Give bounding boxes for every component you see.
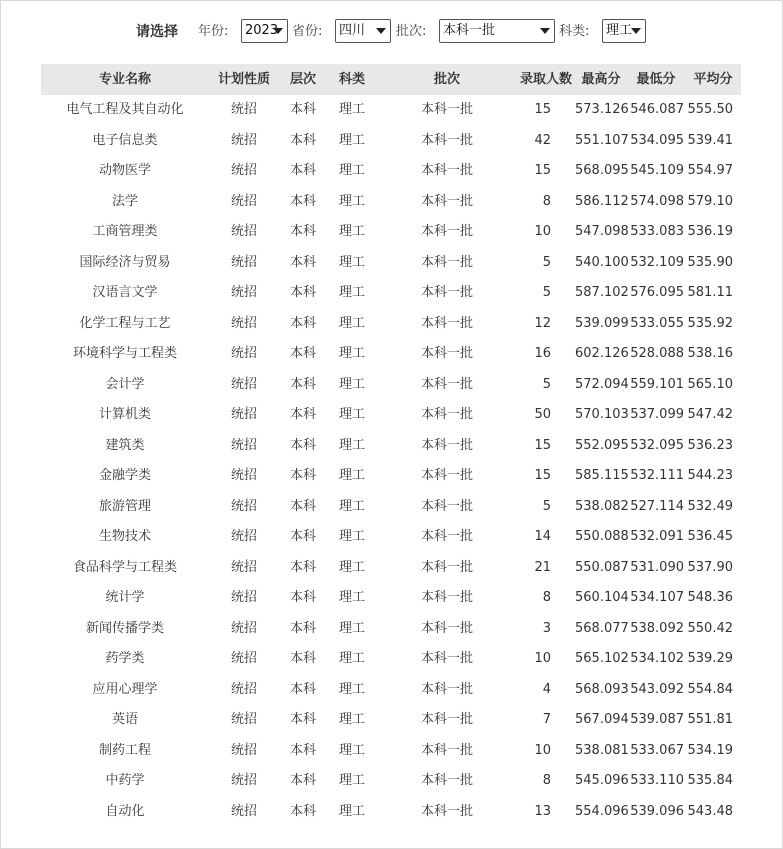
table-row bbox=[41, 309, 741, 340]
header-max-score: 最高分 bbox=[581, 72, 621, 87]
cell-max-score: 572.094 bbox=[575, 376, 629, 392]
cell-avg-score: 551.81 bbox=[687, 712, 733, 727]
cell-avg-score: 581.11 bbox=[687, 285, 733, 300]
cell-batch: 本科一批 bbox=[420, 681, 473, 697]
table-row bbox=[41, 675, 741, 706]
cell-admitted-count: 15 bbox=[534, 102, 551, 117]
cell-avg-score: 565.10 bbox=[687, 376, 733, 392]
cell-plan-type: 统招 bbox=[230, 346, 257, 361]
cell-subject: 理工 bbox=[338, 559, 365, 575]
cell-level: 本科 bbox=[289, 651, 316, 666]
cell-major-name: 自动化 bbox=[105, 803, 145, 819]
cell-major-name: 工商管理类 bbox=[92, 224, 158, 239]
cell-batch: 本科一批 bbox=[420, 132, 473, 148]
cell-plan-type: 统招 bbox=[230, 559, 257, 575]
cell-plan-type: 统招 bbox=[230, 803, 257, 819]
table-row bbox=[41, 339, 741, 370]
table-row bbox=[41, 614, 741, 645]
cell-min-score: 534.095 bbox=[630, 132, 684, 148]
cell-plan-type: 统招 bbox=[230, 529, 257, 544]
cell-subject: 理工 bbox=[338, 193, 365, 209]
cell-plan-type: 统招 bbox=[230, 132, 257, 148]
cell-subject: 理工 bbox=[338, 529, 365, 544]
cell-level: 本科 bbox=[289, 407, 316, 422]
cell-batch: 本科一批 bbox=[420, 193, 473, 209]
cell-max-score: 560.104 bbox=[575, 590, 629, 605]
cell-level: 本科 bbox=[289, 559, 316, 575]
cell-major-name: 新闻传播学类 bbox=[85, 620, 164, 636]
cell-admitted-count: 5 bbox=[542, 376, 551, 392]
province-select-value: 四川 bbox=[339, 23, 366, 38]
cell-subject: 理工 bbox=[338, 407, 365, 422]
year-select[interactable] bbox=[241, 19, 288, 43]
filter-prompt: 请选择 bbox=[136, 24, 178, 40]
cell-plan-type: 统招 bbox=[230, 407, 257, 422]
subject-select[interactable] bbox=[602, 19, 646, 43]
cell-subject: 理工 bbox=[338, 346, 365, 361]
cell-avg-score: 547.42 bbox=[687, 407, 733, 422]
cell-major-name: 应用心理学 bbox=[92, 681, 158, 697]
header-major: 专业名称 bbox=[98, 72, 151, 87]
cell-max-score: 565.102 bbox=[575, 651, 629, 666]
cell-min-score: 532.109 bbox=[630, 254, 684, 270]
cell-plan-type: 统招 bbox=[230, 254, 257, 270]
table-row bbox=[41, 522, 741, 553]
cell-max-score: 547.098 bbox=[575, 224, 629, 239]
cell-major-name: 电气工程及其自动化 bbox=[66, 102, 184, 117]
cell-avg-score: 536.45 bbox=[687, 529, 733, 544]
cell-max-score: 567.094 bbox=[575, 712, 629, 727]
table-row bbox=[41, 736, 741, 767]
table-row bbox=[41, 95, 741, 126]
table-row bbox=[41, 156, 741, 187]
cell-min-score: 533.110 bbox=[630, 773, 684, 788]
chevron-down-icon bbox=[273, 28, 283, 34]
cell-avg-score: 539.29 bbox=[687, 651, 733, 666]
cell-avg-score: 555.50 bbox=[687, 102, 733, 117]
cell-max-score: 573.126 bbox=[575, 102, 629, 117]
cell-min-score: 533.067 bbox=[630, 742, 684, 758]
cell-avg-score: 535.84 bbox=[687, 773, 733, 788]
cell-admitted-count: 15 bbox=[534, 163, 551, 178]
cell-avg-score: 543.48 bbox=[687, 803, 733, 819]
cell-major-name: 环境科学与工程类 bbox=[72, 346, 177, 361]
cell-plan-type: 统招 bbox=[230, 224, 257, 239]
subject-label: 科类: bbox=[559, 24, 590, 39]
cell-level: 本科 bbox=[289, 498, 316, 514]
table-row bbox=[41, 492, 741, 523]
cell-subject: 理工 bbox=[338, 437, 365, 453]
cell-min-score: 532.111 bbox=[630, 468, 684, 483]
cell-min-score: 537.099 bbox=[630, 407, 684, 422]
cell-admitted-count: 7 bbox=[542, 712, 551, 727]
cell-max-score: 545.096 bbox=[575, 773, 629, 788]
cell-min-score: 538.092 bbox=[630, 620, 684, 636]
cell-max-score: 568.095 bbox=[575, 163, 629, 178]
cell-max-score: 550.088 bbox=[575, 529, 629, 544]
cell-major-name: 统计学 bbox=[105, 590, 145, 605]
cell-max-score: 538.082 bbox=[575, 498, 629, 514]
cell-major-name: 英语 bbox=[111, 712, 138, 727]
cell-batch: 本科一批 bbox=[420, 651, 473, 666]
cell-batch: 本科一批 bbox=[420, 102, 473, 117]
cell-plan-type: 统招 bbox=[230, 498, 257, 514]
cell-major-name: 化学工程与工艺 bbox=[79, 315, 171, 331]
cell-min-score: 534.107 bbox=[630, 590, 684, 605]
cell-plan-type: 统招 bbox=[230, 651, 257, 666]
cell-max-score: 585.115 bbox=[575, 468, 629, 483]
cell-batch: 本科一批 bbox=[420, 315, 473, 331]
chevron-down-icon bbox=[540, 28, 550, 34]
cell-level: 本科 bbox=[289, 346, 316, 361]
cell-min-score: 539.096 bbox=[630, 803, 684, 819]
cell-min-score: 559.101 bbox=[630, 376, 684, 392]
cell-major-name: 金融学类 bbox=[98, 468, 151, 483]
cell-admitted-count: 8 bbox=[542, 193, 551, 209]
cell-min-score: 532.091 bbox=[630, 529, 684, 544]
cell-avg-score: 544.23 bbox=[687, 468, 733, 483]
cell-min-score: 528.088 bbox=[630, 346, 684, 361]
header-batch: 批次 bbox=[433, 72, 460, 87]
cell-subject: 理工 bbox=[338, 102, 365, 117]
cell-avg-score: 550.42 bbox=[687, 620, 733, 636]
cell-batch: 本科一批 bbox=[420, 407, 473, 422]
cell-admitted-count: 21 bbox=[534, 559, 551, 575]
cell-level: 本科 bbox=[289, 132, 316, 148]
cell-admitted-count: 5 bbox=[542, 254, 551, 270]
cell-batch: 本科一批 bbox=[420, 559, 473, 575]
province-select[interactable] bbox=[335, 19, 391, 43]
table-row bbox=[41, 278, 741, 309]
cell-max-score: 586.112 bbox=[575, 193, 629, 209]
cell-level: 本科 bbox=[289, 742, 316, 758]
cell-avg-score: 536.23 bbox=[687, 437, 733, 453]
cell-major-name: 制药工程 bbox=[98, 742, 151, 758]
cell-major-name: 会计学 bbox=[105, 376, 145, 392]
cell-major-name: 动物医学 bbox=[98, 163, 151, 178]
cell-min-score: 543.092 bbox=[630, 681, 684, 697]
cell-avg-score: 579.10 bbox=[687, 193, 733, 209]
cell-admitted-count: 8 bbox=[542, 773, 551, 788]
cell-batch: 本科一批 bbox=[420, 285, 473, 300]
cell-batch: 本科一批 bbox=[420, 712, 473, 727]
cell-max-score: 554.096 bbox=[575, 803, 629, 819]
cell-major-name: 国际经济与贸易 bbox=[79, 254, 171, 270]
cell-avg-score: 537.90 bbox=[687, 559, 733, 575]
cell-subject: 理工 bbox=[338, 285, 365, 300]
cell-level: 本科 bbox=[289, 315, 316, 331]
cell-min-score: 574.098 bbox=[630, 193, 684, 209]
cell-batch: 本科一批 bbox=[420, 224, 473, 239]
cell-max-score: 552.095 bbox=[575, 437, 629, 453]
cell-max-score: 568.077 bbox=[575, 620, 629, 636]
cell-avg-score: 554.97 bbox=[687, 163, 733, 178]
cell-min-score: 539.087 bbox=[630, 712, 684, 727]
cell-admitted-count: 15 bbox=[534, 468, 551, 483]
cell-plan-type: 统招 bbox=[230, 773, 257, 788]
cell-major-name: 计算机类 bbox=[98, 407, 151, 422]
cell-level: 本科 bbox=[289, 224, 316, 239]
cell-min-score: 531.090 bbox=[630, 559, 684, 575]
cell-batch: 本科一批 bbox=[420, 437, 473, 453]
cell-batch: 本科一批 bbox=[420, 346, 473, 361]
table-row bbox=[41, 583, 741, 614]
cell-subject: 理工 bbox=[338, 620, 365, 636]
cell-max-score: 570.103 bbox=[575, 407, 629, 422]
header-subject: 科类 bbox=[338, 72, 365, 87]
cell-major-name: 电子信息类 bbox=[92, 132, 158, 148]
cell-admitted-count: 10 bbox=[534, 651, 551, 666]
province-label: 省份: bbox=[292, 24, 323, 39]
table-row bbox=[41, 217, 741, 248]
cell-plan-type: 统招 bbox=[230, 468, 257, 483]
table-row bbox=[41, 248, 741, 279]
cell-min-score: 546.087 bbox=[630, 102, 684, 117]
cell-plan-type: 统招 bbox=[230, 437, 257, 453]
table-row bbox=[41, 400, 741, 431]
cell-level: 本科 bbox=[289, 468, 316, 483]
cell-avg-score: 535.92 bbox=[687, 315, 733, 331]
cell-plan-type: 统招 bbox=[230, 590, 257, 605]
year-label: 年份: bbox=[198, 24, 229, 39]
cell-major-name: 建筑类 bbox=[105, 437, 145, 453]
cell-avg-score: 536.19 bbox=[687, 224, 733, 239]
batch-label: 批次: bbox=[396, 24, 427, 39]
cell-subject: 理工 bbox=[338, 651, 365, 666]
year-select-value: 2023 bbox=[245, 23, 279, 38]
cell-admitted-count: 16 bbox=[534, 346, 551, 361]
chevron-down-icon bbox=[631, 28, 641, 34]
cell-min-score: 545.109 bbox=[630, 163, 684, 178]
cell-level: 本科 bbox=[289, 102, 316, 117]
cell-admitted-count: 15 bbox=[534, 437, 551, 453]
subject-select-value: 理工 bbox=[606, 23, 633, 38]
cell-level: 本科 bbox=[289, 712, 316, 727]
chevron-down-icon bbox=[376, 28, 386, 34]
header-plan-type: 计划性质 bbox=[217, 72, 270, 87]
cell-admitted-count: 5 bbox=[542, 498, 551, 514]
cell-subject: 理工 bbox=[338, 132, 365, 148]
cell-subject: 理工 bbox=[338, 254, 365, 270]
cell-batch: 本科一批 bbox=[420, 590, 473, 605]
cell-admitted-count: 13 bbox=[534, 803, 551, 819]
cell-admitted-count: 50 bbox=[534, 407, 551, 422]
cell-min-score: 527.114 bbox=[630, 498, 684, 514]
header-min-score: 最低分 bbox=[636, 72, 676, 87]
cell-plan-type: 统招 bbox=[230, 285, 257, 300]
cell-batch: 本科一批 bbox=[420, 529, 473, 544]
cell-admitted-count: 3 bbox=[542, 620, 551, 636]
cell-subject: 理工 bbox=[338, 315, 365, 331]
cell-admitted-count: 8 bbox=[542, 590, 551, 605]
cell-subject: 理工 bbox=[338, 224, 365, 239]
cell-max-score: 550.087 bbox=[575, 559, 629, 575]
cell-subject: 理工 bbox=[338, 742, 365, 758]
cell-admitted-count: 10 bbox=[534, 224, 551, 239]
cell-avg-score: 534.19 bbox=[687, 742, 733, 758]
cell-max-score: 540.100 bbox=[575, 254, 629, 270]
cell-level: 本科 bbox=[289, 193, 316, 209]
cell-level: 本科 bbox=[289, 254, 316, 270]
cell-batch: 本科一批 bbox=[420, 773, 473, 788]
table-row bbox=[41, 705, 741, 736]
cell-subject: 理工 bbox=[338, 712, 365, 727]
cell-level: 本科 bbox=[289, 773, 316, 788]
cell-subject: 理工 bbox=[338, 803, 365, 819]
cell-subject: 理工 bbox=[338, 681, 365, 697]
cell-avg-score: 535.90 bbox=[687, 254, 733, 270]
cell-plan-type: 统招 bbox=[230, 376, 257, 392]
table-row bbox=[41, 370, 741, 401]
table-row bbox=[41, 461, 741, 492]
cell-major-name: 汉语言文学 bbox=[92, 285, 158, 300]
cell-batch: 本科一批 bbox=[420, 254, 473, 270]
cell-batch: 本科一批 bbox=[420, 163, 473, 178]
cell-major-name: 旅游管理 bbox=[98, 498, 151, 514]
cell-batch: 本科一批 bbox=[420, 376, 473, 392]
cell-level: 本科 bbox=[289, 437, 316, 453]
cell-level: 本科 bbox=[289, 285, 316, 300]
table-row bbox=[41, 797, 741, 828]
cell-level: 本科 bbox=[289, 681, 316, 697]
table-body bbox=[41, 95, 741, 827]
cell-level: 本科 bbox=[289, 376, 316, 392]
cell-avg-score: 539.41 bbox=[687, 132, 733, 148]
cell-min-score: 534.102 bbox=[630, 651, 684, 666]
cell-max-score: 538.081 bbox=[575, 742, 629, 758]
cell-admitted-count: 42 bbox=[534, 132, 551, 148]
cell-admitted-count: 14 bbox=[534, 529, 551, 544]
cell-major-name: 生物技术 bbox=[98, 529, 151, 544]
cell-min-score: 576.095 bbox=[630, 285, 684, 300]
cell-plan-type: 统招 bbox=[230, 712, 257, 727]
table-row bbox=[41, 553, 741, 584]
cell-batch: 本科一批 bbox=[420, 742, 473, 758]
cell-plan-type: 统招 bbox=[230, 681, 257, 697]
cell-level: 本科 bbox=[289, 529, 316, 544]
cell-avg-score: 538.16 bbox=[687, 346, 733, 361]
cell-major-name: 中药学 bbox=[105, 773, 145, 788]
batch-select[interactable] bbox=[439, 19, 555, 43]
cell-plan-type: 统招 bbox=[230, 193, 257, 209]
header-avg-score: 平均分 bbox=[693, 72, 733, 87]
cell-subject: 理工 bbox=[338, 773, 365, 788]
cell-max-score: 568.093 bbox=[575, 681, 629, 697]
cell-min-score: 533.083 bbox=[630, 224, 684, 239]
cell-avg-score: 548.36 bbox=[687, 590, 733, 605]
cell-level: 本科 bbox=[289, 803, 316, 819]
cell-admitted-count: 4 bbox=[542, 681, 551, 697]
cell-major-name: 食品科学与工程类 bbox=[72, 559, 177, 575]
cell-max-score: 539.099 bbox=[575, 315, 629, 331]
cell-subject: 理工 bbox=[338, 468, 365, 483]
cell-subject: 理工 bbox=[338, 498, 365, 514]
cell-avg-score: 532.49 bbox=[687, 498, 733, 514]
table-row bbox=[41, 187, 741, 218]
cell-major-name: 药学类 bbox=[105, 651, 145, 666]
batch-select-value: 本科一批 bbox=[443, 23, 496, 38]
cell-level: 本科 bbox=[289, 620, 316, 636]
cell-subject: 理工 bbox=[338, 590, 365, 605]
cell-avg-score: 554.84 bbox=[687, 681, 733, 697]
header-admitted: 录取人数 bbox=[519, 72, 572, 87]
cell-plan-type: 统招 bbox=[230, 315, 257, 331]
cell-subject: 理工 bbox=[338, 163, 365, 178]
table-row bbox=[41, 126, 741, 157]
filter-bar bbox=[0, 18, 783, 46]
header-level: 层次 bbox=[289, 72, 316, 87]
cell-min-score: 533.055 bbox=[630, 315, 684, 331]
table-row bbox=[41, 644, 741, 675]
cell-admitted-count: 5 bbox=[542, 285, 551, 300]
cell-level: 本科 bbox=[289, 163, 316, 178]
cell-batch: 本科一批 bbox=[420, 498, 473, 514]
cell-min-score: 532.095 bbox=[630, 437, 684, 453]
cell-plan-type: 统招 bbox=[230, 163, 257, 178]
cell-batch: 本科一批 bbox=[420, 620, 473, 636]
cell-max-score: 587.102 bbox=[575, 285, 629, 300]
cell-max-score: 602.126 bbox=[575, 346, 629, 361]
cell-level: 本科 bbox=[289, 590, 316, 605]
table-row bbox=[41, 431, 741, 462]
table-row bbox=[41, 766, 741, 797]
cell-plan-type: 统招 bbox=[230, 102, 257, 117]
cell-batch: 本科一批 bbox=[420, 803, 473, 819]
cell-admitted-count: 10 bbox=[534, 742, 551, 758]
cell-subject: 理工 bbox=[338, 376, 365, 392]
cell-batch: 本科一批 bbox=[420, 468, 473, 483]
cell-max-score: 551.107 bbox=[575, 132, 629, 148]
cell-major-name: 法学 bbox=[111, 193, 138, 209]
cell-plan-type: 统招 bbox=[230, 620, 257, 636]
cell-admitted-count: 12 bbox=[534, 315, 551, 331]
cell-plan-type: 统招 bbox=[230, 742, 257, 758]
table-header bbox=[41, 64, 741, 95]
